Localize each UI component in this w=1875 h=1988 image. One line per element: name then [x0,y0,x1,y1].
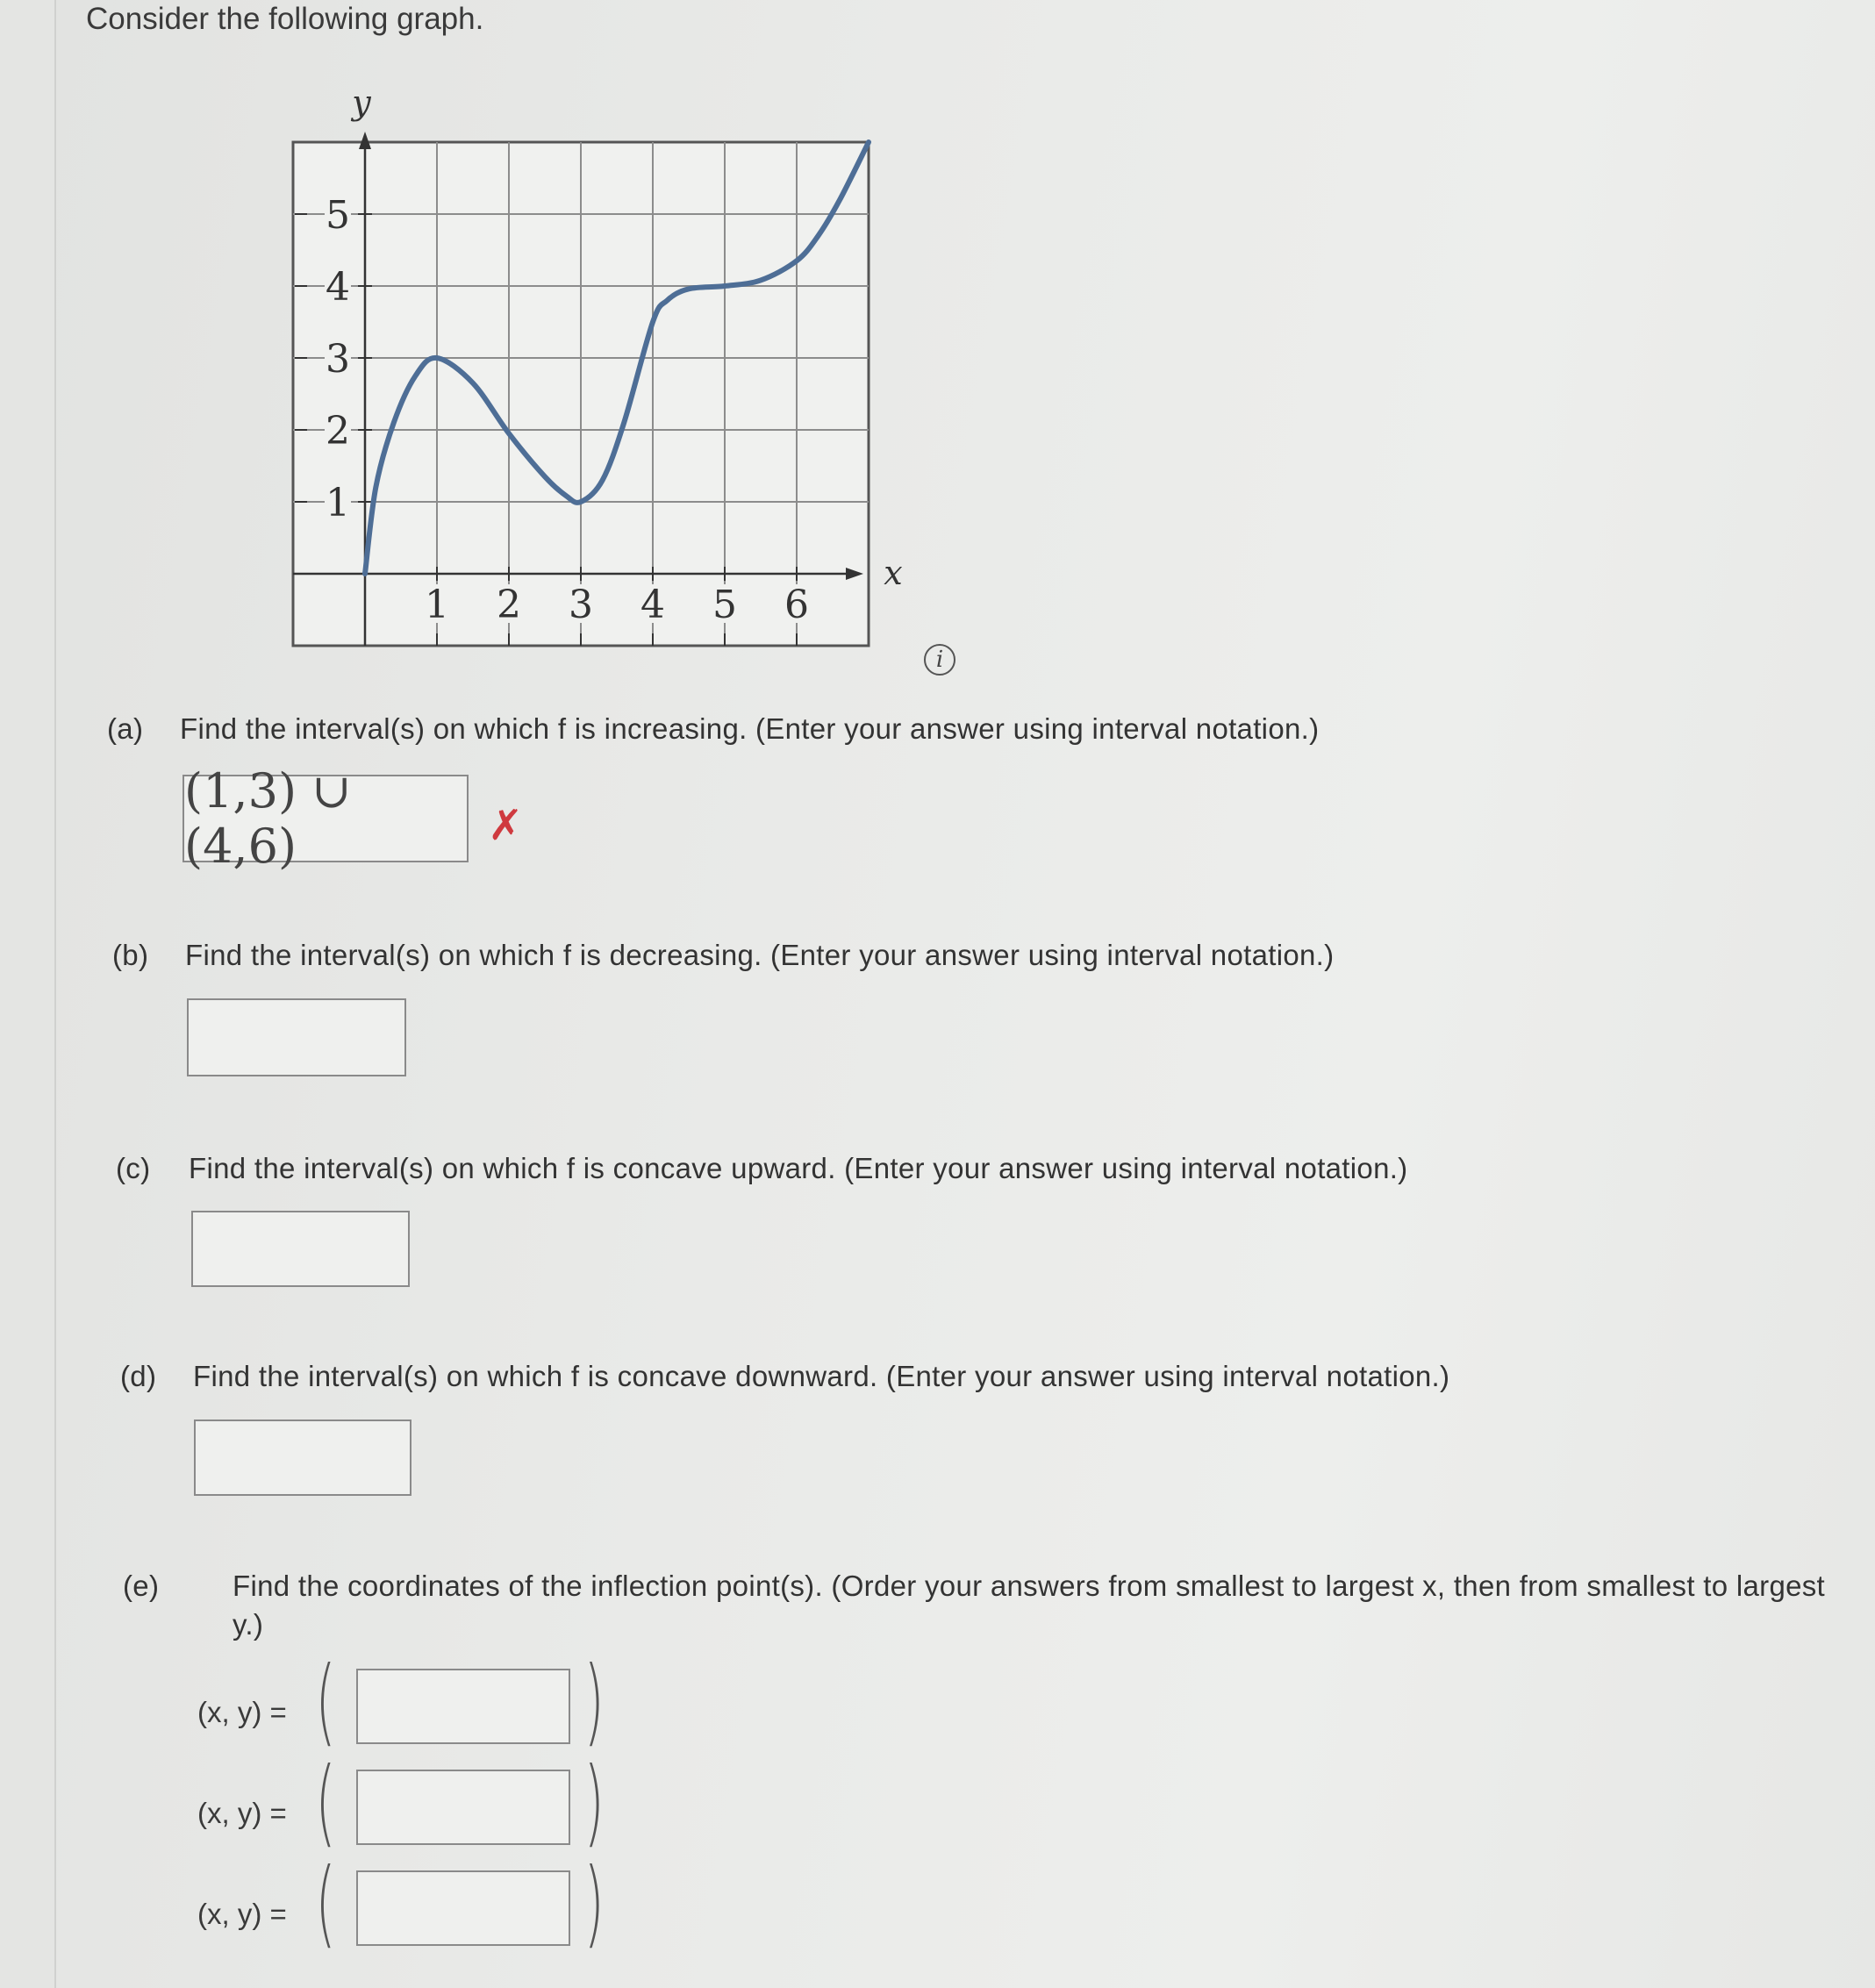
point-2-open-paren: ( [315,1748,336,1857]
point-1-label: (x, y) = [197,1696,287,1728]
point-3-open-paren: ( [315,1849,336,1958]
point-2-input[interactable] [356,1770,570,1845]
point-2-label: (x, y) = [197,1797,287,1829]
question-d-label: (d) [120,1360,157,1392]
question-d-text: Find the interval(s) on which f is concave downward. (Enter your answer using interval notation.) [193,1360,1450,1392]
x-tick-label: 4 [641,583,665,627]
x-tick-label: 1 [425,583,449,627]
x-tick-label: 2 [497,583,521,627]
y-axis-label: y [352,83,371,122]
x-tick-label: 5 [712,583,737,627]
y-tick-label: 4 [326,265,350,310]
question-d [120,1360,1449,1393]
y-tick-label: 3 [326,337,350,382]
y-axis-arrow [359,132,371,149]
question-e [123,1567,1843,1644]
x-tick-label: 3 [569,583,593,627]
x-tick-label: 6 [784,583,809,627]
question-e-label: (e) [123,1570,160,1602]
incorrect-icon: ✗ [488,803,524,849]
function-graph [263,79,930,676]
question-a-label: (a) [107,712,144,745]
question-c-label: (c) [116,1152,151,1184]
question-c-text: Find the interval(s) on which f is concave upward. (Enter your answer using interval notation.) [189,1152,1408,1184]
question-a-text: Find the interval(s) on which f is increasing. (Enter your answer using interval notation.) [180,712,1320,745]
question-b-label: (b) [112,939,149,971]
intro-text: Consider the following graph. [86,2,484,36]
point-1-open-paren: ( [315,1647,336,1756]
y-tick-label: 1 [326,481,350,526]
answer-b-input[interactable] [187,998,406,1076]
question-e-text: Find the coordinates of the inflection point(s). (Order your answers from smallest to largest x, then from smallest to largest y.) [233,1570,1826,1641]
y-tick-label: 2 [326,409,350,454]
point-3-input[interactable] [356,1870,570,1946]
point-2-close-paren: ) [583,1748,605,1857]
y-tick-label: 5 [326,193,350,238]
question-b [112,939,1334,972]
point-1-input[interactable] [356,1669,570,1744]
point-3-close-paren: ) [583,1849,605,1958]
info-icon[interactable]: i [924,644,955,676]
point-1-close-paren: ) [583,1647,605,1756]
point-3-label: (x, y) = [197,1898,287,1930]
x-axis-label: x [884,554,903,592]
question-c [116,1152,1407,1185]
question-b-text: Find the interval(s) on which f is decreasing. (Enter your answer using interval notation.) [185,939,1335,971]
answer-c-input[interactable] [191,1211,410,1287]
answer-d-input[interactable] [194,1419,411,1496]
question-a [107,712,1319,746]
answer-a-input[interactable]: (1,3) ∪ (4,6) [182,775,469,862]
